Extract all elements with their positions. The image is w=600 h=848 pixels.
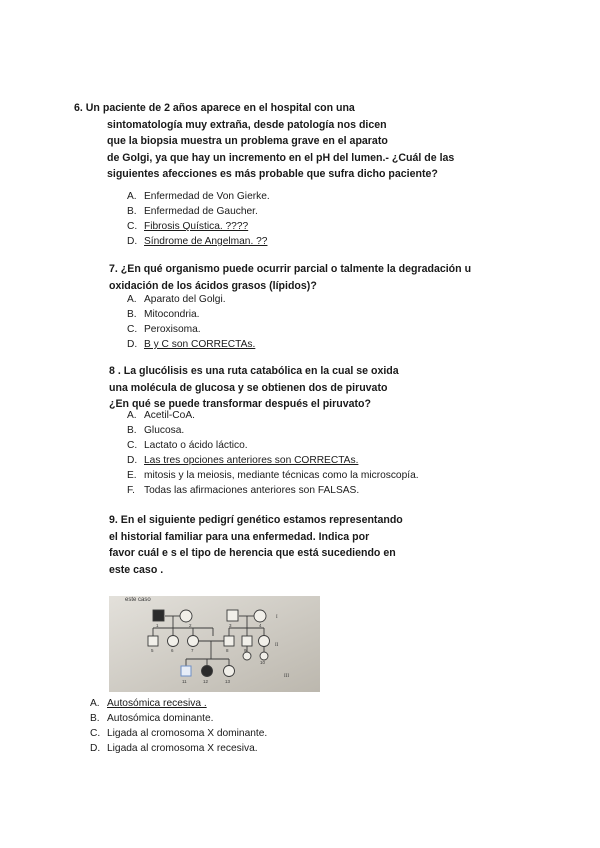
question-9-options bbox=[90, 696, 267, 756]
option-text: Autosómica dominante. bbox=[107, 713, 214, 724]
female bbox=[188, 636, 199, 647]
option-8a[interactable] bbox=[127, 408, 419, 423]
question-7 bbox=[109, 261, 471, 294]
pedigree-header-text: este caso bbox=[125, 597, 151, 603]
option-letter: E. bbox=[127, 470, 137, 481]
option-text: Mitocondria. bbox=[144, 309, 200, 320]
pedigree-number: 6 bbox=[171, 648, 174, 653]
female bbox=[254, 610, 266, 622]
generation-label: II bbox=[275, 643, 279, 648]
option-letter: C. bbox=[127, 324, 138, 335]
option-7a[interactable] bbox=[127, 292, 255, 307]
generation-label: I bbox=[276, 615, 278, 620]
option-6c[interactable] bbox=[127, 219, 270, 234]
question-7-options bbox=[127, 292, 255, 352]
option-text: Glucosa. bbox=[144, 425, 185, 436]
question-9-line-3: favor cuál e s el tipo de herencia que está sucediendo en bbox=[109, 547, 396, 560]
option-8e[interactable] bbox=[127, 468, 419, 483]
option-letter: B. bbox=[127, 425, 137, 436]
option-letter: D. bbox=[127, 339, 138, 350]
option-letter: C. bbox=[127, 440, 138, 451]
option-letter: D. bbox=[90, 743, 101, 754]
option-letter: A. bbox=[127, 294, 137, 305]
male-highlighted bbox=[181, 666, 191, 676]
option-text: Fibrosis Quística. ???? bbox=[144, 221, 249, 232]
option-6d[interactable] bbox=[127, 234, 270, 249]
female bbox=[180, 610, 192, 622]
option-6a[interactable] bbox=[127, 189, 270, 204]
question-8-line-3: ¿En qué se puede transformar después el piruvato? bbox=[109, 398, 371, 411]
pedigree-number: 13 bbox=[225, 679, 231, 684]
pedigree-number: 8 bbox=[226, 648, 229, 653]
option-text: Todas las afirmaciones anteriores son FALSAS. bbox=[144, 485, 360, 496]
option-8b[interactable] bbox=[127, 423, 419, 438]
option-letter: D. bbox=[127, 236, 138, 247]
option-text: Autosómica recesiva . bbox=[107, 698, 207, 709]
question-6-line-3: que la biopsia muestra un problema grave en el aparato bbox=[107, 135, 388, 148]
pedigree-number: 2 bbox=[189, 623, 192, 628]
pedigree-image bbox=[109, 596, 320, 692]
generation-label: III bbox=[284, 674, 289, 679]
question-6-line-1: 6. Un paciente de 2 años aparece en el hospital con una bbox=[74, 102, 355, 114]
question-6-line-2: sintomatología muy extraña, desde patología nos dicen bbox=[107, 118, 387, 131]
question-8-line-2: una molécula de glucosa y se obtienen dos de piruvato bbox=[109, 381, 388, 394]
option-letter: C. bbox=[90, 728, 101, 739]
question-9-line-4: este caso . bbox=[109, 563, 164, 576]
question-8-options bbox=[127, 408, 419, 498]
male bbox=[224, 636, 234, 646]
affected-female bbox=[202, 666, 213, 677]
question-6-line-4: de Golgi, ya que hay un incremento en el pH del lumen.- ¿Cuál de las bbox=[107, 151, 455, 164]
option-letter: A. bbox=[127, 191, 137, 202]
question-6 bbox=[74, 100, 454, 183]
option-8d[interactable] bbox=[127, 453, 419, 468]
option-letter: A. bbox=[127, 410, 137, 421]
female bbox=[243, 652, 251, 660]
option-text: Aparato del Golgi. bbox=[144, 294, 226, 305]
pedigree-number: 12 bbox=[203, 679, 209, 684]
option-7d[interactable] bbox=[127, 337, 255, 352]
pedigree-number: 11 bbox=[182, 679, 187, 684]
option-6b[interactable] bbox=[127, 204, 270, 219]
question-8-line-1: 8 . La glucólisis es una ruta catabólica en la cual se oxida bbox=[109, 365, 399, 377]
pedigree-number: 3 bbox=[229, 623, 232, 628]
option-8c[interactable] bbox=[127, 438, 419, 453]
question-6-options bbox=[127, 189, 270, 249]
option-text: B y C son CORRECTAs. bbox=[144, 339, 256, 350]
option-text: mitosis y la meiosis, mediante técnicas como la microscopía. bbox=[144, 470, 419, 481]
question-7-line-1: 7. ¿En qué organismo puede ocurrir parcial o talmente la degradación u bbox=[109, 263, 472, 275]
question-9-line-2: el historial familiar para una enfermedad. Indica por bbox=[109, 530, 370, 543]
male bbox=[227, 610, 238, 621]
pedigree-number: 4 bbox=[259, 623, 262, 628]
option-text: Las tres opciones anteriores son CORRECTAs. bbox=[144, 455, 359, 466]
female bbox=[224, 666, 235, 677]
option-letter: A. bbox=[90, 698, 100, 709]
option-text: Acetil-CoA. bbox=[144, 410, 195, 421]
question-6-line-5: siguientes afecciones es más probable que sufra dicho paciente? bbox=[107, 168, 438, 181]
option-9d[interactable] bbox=[90, 741, 267, 756]
option-7b[interactable] bbox=[127, 307, 255, 322]
pedigree-number: 1 bbox=[156, 623, 159, 628]
option-letter: C. bbox=[127, 221, 138, 232]
option-text: Ligada al cromosoma X dominante. bbox=[107, 728, 268, 739]
female bbox=[260, 652, 268, 660]
pedigree-number: 7 bbox=[191, 648, 194, 653]
option-text: Síndrome de Angelman. ?? bbox=[144, 236, 268, 247]
option-text: Enfermedad de Gaucher. bbox=[144, 206, 258, 217]
option-letter: B. bbox=[127, 206, 137, 217]
option-letter: D. bbox=[127, 455, 138, 466]
option-8f[interactable] bbox=[127, 483, 419, 498]
pedigree-number: 5 bbox=[151, 648, 154, 653]
option-text: Lactato o ácido láctico. bbox=[144, 440, 248, 451]
pedigree-number: 9 bbox=[244, 648, 247, 653]
option-text: Enfermedad de Von Gierke. bbox=[144, 191, 270, 202]
question-8 bbox=[109, 363, 399, 413]
option-letter: F. bbox=[127, 485, 135, 496]
option-9a[interactable] bbox=[90, 696, 267, 711]
question-7-line-2: oxidación de los ácidos grasos (lípidos)? bbox=[109, 279, 317, 292]
option-9c[interactable] bbox=[90, 726, 267, 741]
question-9 bbox=[109, 512, 403, 578]
pedigree-number: 10 bbox=[260, 660, 266, 665]
female bbox=[168, 636, 179, 647]
option-letter: B. bbox=[127, 309, 137, 320]
option-text: Ligada al cromosoma X recesiva. bbox=[107, 743, 258, 754]
male bbox=[148, 636, 158, 646]
option-letter: B. bbox=[90, 713, 100, 724]
affected-male bbox=[153, 610, 164, 621]
question-9-line-1: 9. En el siguiente pedigrí genético estamos representando bbox=[109, 514, 403, 526]
female bbox=[259, 636, 270, 647]
option-7c[interactable] bbox=[127, 322, 255, 337]
option-9b[interactable] bbox=[90, 711, 267, 726]
option-text: Peroxisoma. bbox=[144, 324, 201, 335]
male bbox=[242, 636, 252, 646]
